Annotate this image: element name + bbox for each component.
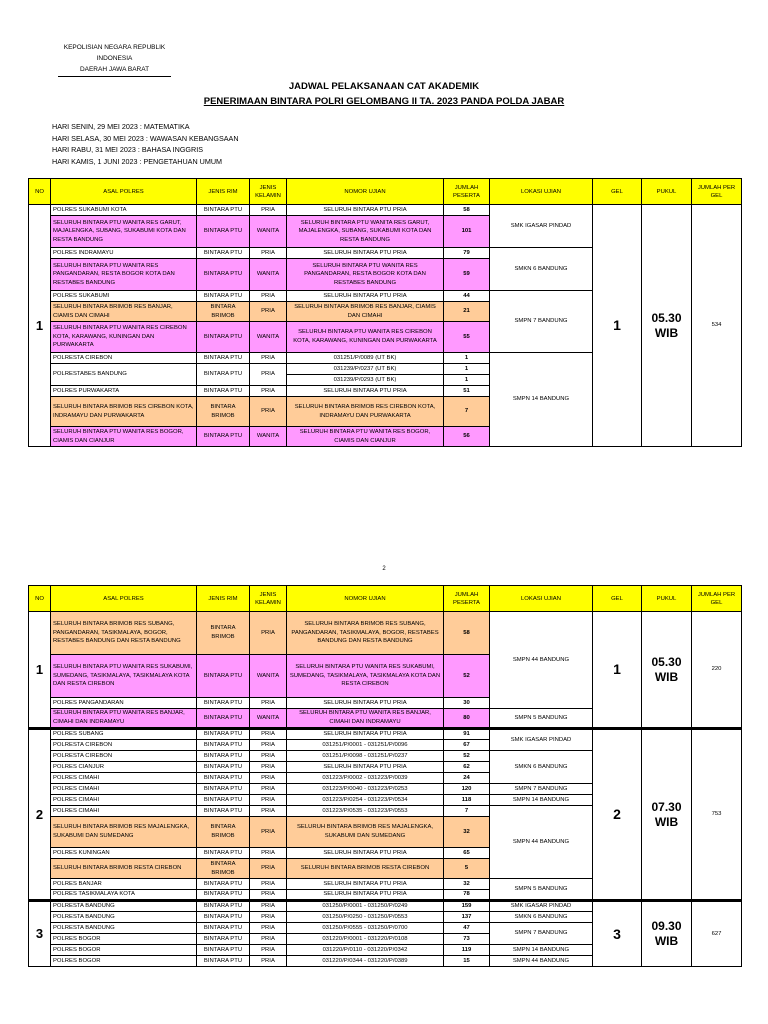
jumlah-peserta: 7 — [444, 806, 490, 817]
jumlah-peserta: 91 — [444, 729, 490, 740]
lokasi-ujian: SMPN 44 BANDUNG — [490, 956, 593, 967]
nomor-ujian: 031220/P/0001 - 031220/P/0108 — [287, 934, 444, 945]
jenis-rim: BINTARA PTU — [197, 386, 250, 397]
col-header: LOKASI UJIAN — [490, 586, 593, 612]
lokasi-ujian: SMPN 44 BANDUNG — [490, 612, 593, 709]
jumlah-peserta: 52 — [444, 655, 490, 698]
jumlah-peserta: 51 — [444, 386, 490, 397]
jenis-kelamin: PRIA — [250, 397, 287, 427]
asal-polres: POLRES PURWAKARTA — [51, 386, 197, 397]
jenis-rim: BINTARA PTU — [197, 698, 250, 709]
col-header: JUMLAH PESERTA — [444, 586, 490, 612]
asal-polres: SELURUH BINTARA PTU WANITA RES SUKABUMI, SUMEDANG, TASIKMALAYA, TASIKMALAYA KOTA DAN RESTA CIREBON — [51, 655, 197, 698]
asal-polres: SELURUH BINTARA PTU WANITA RES BANJAR, CIMAHI DAN INDRAMAYU — [51, 709, 197, 729]
jenis-rim: BINTARA BRIMOB — [197, 612, 250, 655]
col-header: PUKUL — [642, 179, 692, 205]
jenis-rim: BINTARA PTU — [197, 890, 250, 901]
jenis-rim: BINTARA PTU — [197, 291, 250, 302]
asal-polres: POLRES CIMAHI — [51, 806, 197, 817]
jumlah-peserta: 58 — [444, 205, 490, 216]
col-header: GEL — [593, 179, 642, 205]
nomor-ujian: SELURUH BINTARA PTU PRIA — [287, 386, 444, 397]
asal-polres: POLRESTA BANDUNG — [51, 912, 197, 923]
nomor-ujian: 031223/P/0002 - 031223/P/0039 — [287, 773, 444, 784]
col-header: LOKASI UJIAN — [490, 179, 593, 205]
jenis-rim: BINTARA PTU — [197, 322, 250, 353]
jumlah-peserta: 56 — [444, 427, 490, 447]
gel-number: 3 — [593, 901, 642, 967]
jenis-kelamin: PRIA — [250, 205, 287, 216]
asal-polres: POLRES SUKABUMI KOTA — [51, 205, 197, 216]
nomor-ujian: 031250/P/0001 - 031250/P/0249 — [287, 901, 444, 912]
lokasi-ujian: SMK IGASAR PINDAD — [490, 901, 593, 912]
jenis-kelamin: PRIA — [250, 784, 287, 795]
doc-title: JADWAL PELAKSANAAN CAT AKADEMIK — [288, 81, 480, 92]
asal-polres: POLRES CIMAHI — [51, 784, 197, 795]
asal-polres: SELURUH BINTARA BRIMOB RESTA CIREBON — [51, 859, 197, 879]
col-header: PUKUL — [642, 586, 692, 612]
schedule-day: HARI SENIN, 29 MEI 2023 : MATEMATIKA — [52, 122, 190, 131]
asal-polres: POLRES KUNINGAN — [51, 848, 197, 859]
table-row — [29, 901, 742, 912]
nomor-ujian: SELURUH BINTARA PTU PRIA — [287, 291, 444, 302]
jumlah-peserta: 5 — [444, 859, 490, 879]
jumlah-peserta: 55 — [444, 322, 490, 353]
nomor-ujian: SELURUH BINTARA PTU WANITA RES CIREBON KOTA, KARAWANG, KUNINGAN DAN PURWAKARTA — [287, 322, 444, 353]
session-number: 1 — [29, 612, 51, 729]
asal-polres: POLRES BOGOR — [51, 934, 197, 945]
jumlah-peserta: 24 — [444, 773, 490, 784]
jumlah-peserta: 47 — [444, 923, 490, 934]
nomor-ujian: SELURUH BINTARA PTU PRIA — [287, 879, 444, 890]
jenis-rim: BINTARA PTU — [197, 709, 250, 729]
nomor-ujian: 031223/P/0040 - 031223/P/0253 — [287, 784, 444, 795]
jenis-kelamin: PRIA — [250, 729, 287, 740]
asal-polres: SELURUH BINTARA PTU WANITA RES CIREBON KOTA, KARAWANG, KUNINGAN DAN PURWAKARTA — [51, 322, 197, 353]
col-header: JENIS KELAMIN — [250, 586, 287, 612]
asal-polres: SELURUH BINTARA BRIMOB RES MAJALENGKA, SUKABUMI DAN SUMEDANG — [51, 817, 197, 848]
jumlah-peserta: 58 — [444, 612, 490, 655]
jenis-kelamin: PRIA — [250, 817, 287, 848]
lokasi-ujian: SMKN 6 BANDUNG — [490, 912, 593, 923]
col-header: NO — [29, 179, 51, 205]
jenis-kelamin: PRIA — [250, 956, 287, 967]
exam-schedule — [52, 121, 239, 167]
lokasi-ujian: SMPN 14 BANDUNG — [490, 945, 593, 956]
pukul: 05.30 WIB — [642, 612, 692, 729]
jenis-rim: BINTARA PTU — [197, 934, 250, 945]
jenis-kelamin: WANITA — [250, 216, 287, 248]
col-header: JENIS RIM — [197, 586, 250, 612]
jenis-kelamin: PRIA — [250, 806, 287, 817]
jenis-rim: BINTARA PTU — [197, 259, 250, 291]
org-region: DAERAH JAWA BARAT — [58, 64, 171, 77]
asal-polres: POLRES BOGOR — [51, 945, 197, 956]
jenis-rim: BINTARA PTU — [197, 427, 250, 447]
jenis-rim: BINTARA PTU — [197, 364, 250, 386]
nomor-ujian: SELURUH BINTARA PTU WANITA RES SUKABUMI, SUMEDANG, TASIKMALAYA, TASIKMALAYA KOTA DAN RESTA CIREBON — [287, 655, 444, 698]
jumlah-peserta: 120 — [444, 784, 490, 795]
lokasi-ujian: SMKN 6 BANDUNG — [490, 751, 593, 784]
nomor-ujian: 031220/P/0344 - 031220/P/0389 — [287, 956, 444, 967]
col-header: NO — [29, 586, 51, 612]
asal-polres: POLRES CIMAHI — [51, 795, 197, 806]
jenis-kelamin: PRIA — [250, 740, 287, 751]
jumlah-peserta: 52 — [444, 751, 490, 762]
doc-subtitle: PENERIMAAN BINTARA POLRI GELOMBANG II TA. 2023 PANDA POLDA JABAR — [203, 96, 565, 107]
jenis-rim: BINTARA PTU — [197, 923, 250, 934]
jumlah-peserta: 59 — [444, 259, 490, 291]
jumlah-peserta: 73 — [444, 934, 490, 945]
nomor-ujian: SELURUH BINTARA BRIMOB RES BANJAR, CIAMIS DAN CIMAHI — [287, 302, 444, 322]
jumlah-peserta: 118 — [444, 795, 490, 806]
jenis-kelamin: PRIA — [250, 912, 287, 923]
jumlah-peserta: 119 — [444, 945, 490, 956]
jenis-kelamin: PRIA — [250, 795, 287, 806]
lokasi-ujian: SMK IGASAR PINDAD — [490, 205, 593, 248]
jenis-rim: BINTARA BRIMOB — [197, 859, 250, 879]
col-header: JENIS RIM — [197, 179, 250, 205]
jenis-rim: BINTARA PTU — [197, 740, 250, 751]
jumlah-peserta: 30 — [444, 698, 490, 709]
nomor-ujian: SELURUH BINTARA BRIMOB RES CIREBON KOTA, INDRAMAYU DAN PURWAKARTA — [287, 397, 444, 427]
jenis-kelamin: PRIA — [250, 353, 287, 364]
nomor-ujian: 031251/P/0098 - 031251/P/0237 — [287, 751, 444, 762]
jenis-kelamin: PRIA — [250, 364, 287, 386]
table-row — [29, 612, 742, 655]
asal-polres: POLRES PANGANDARAN — [51, 698, 197, 709]
pukul: 07.30 WIB — [642, 729, 692, 901]
lokasi-ujian: SMPN 7 BANDUNG — [490, 923, 593, 945]
asal-polres: POLRESTA CIREBON — [51, 740, 197, 751]
lokasi-ujian: SMPN 5 BANDUNG — [490, 879, 593, 901]
jumlah-peserta: 32 — [444, 817, 490, 848]
asal-polres: POLRES CIANJUR — [51, 762, 197, 773]
asal-polres: POLRESTA CIREBON — [51, 353, 197, 364]
jenis-rim: BINTARA BRIMOB — [197, 397, 250, 427]
jenis-rim: BINTARA PTU — [197, 248, 250, 259]
jenis-kelamin: WANITA — [250, 709, 287, 729]
jumlah-peserta: 1 — [444, 364, 490, 375]
jumlah-per-gel: 534 — [692, 205, 742, 447]
nomor-ujian: SELURUH BINTARA PTU PRIA — [287, 729, 444, 740]
jumlah-peserta: 62 — [444, 762, 490, 773]
asal-polres: POLRESTA BANDUNG — [51, 901, 197, 912]
col-header: GEL — [593, 586, 642, 612]
gel-number: 2 — [593, 729, 642, 901]
jenis-rim: BINTARA PTU — [197, 795, 250, 806]
table-header-row — [29, 586, 742, 612]
asal-polres: POLRES SUKABUMI — [51, 291, 197, 302]
asal-polres: SELURUH BINTARA PTU WANITA RES GARUT, MAJALENGKA, SUBANG, SUKABUMI KOTA DAN RESTA BANDUNG — [51, 216, 197, 248]
jenis-rim: BINTARA PTU — [197, 901, 250, 912]
jenis-kelamin: PRIA — [250, 612, 287, 655]
asal-polres: POLRESTA CIREBON — [51, 751, 197, 762]
col-header: ASAL POLRES — [51, 179, 197, 205]
jumlah-peserta: 159 — [444, 901, 490, 912]
gel-number: 1 — [593, 612, 642, 729]
col-header: JUMLAH PESERTA — [444, 179, 490, 205]
nomor-ujian: SELURUH BINTARA PTU PRIA — [287, 698, 444, 709]
schedule-day: HARI KAMIS, 1 JUNI 2023 : PENGETAHUAN UMUM — [52, 156, 223, 166]
page-number: 2 — [382, 566, 386, 572]
nomor-ujian: SELURUH BINTARA PTU PRIA — [287, 890, 444, 901]
jenis-kelamin: PRIA — [250, 751, 287, 762]
session-number: 3 — [29, 901, 51, 967]
jenis-kelamin: PRIA — [250, 773, 287, 784]
jenis-rim: BINTARA PTU — [197, 762, 250, 773]
schedule-day: HARI RABU, 31 MEI 2023 : BAHASA INGGRIS — [52, 145, 203, 155]
asal-polres: POLRES BANJAR — [51, 879, 197, 890]
table-row — [29, 205, 742, 216]
lokasi-ujian: SMPN 5 BANDUNG — [490, 709, 593, 729]
jenis-kelamin: PRIA — [250, 248, 287, 259]
jenis-rim: BINTARA PTU — [197, 784, 250, 795]
nomor-ujian: SELURUH BINTARA PTU WANITA RES GARUT, MAJALENGKA, SUBANG, SUKABUMI KOTA DAN RESTA BANDUNG — [287, 216, 444, 248]
org-name: KEPOLISIAN NEGARA REPUBLIK INDONESIA — [63, 44, 166, 62]
schedule-day: HARI SELASA, 30 MEI 2023 : WAWASAN KEBANGSAAN — [52, 133, 239, 143]
jumlah-peserta: 78 — [444, 890, 490, 901]
lokasi-ujian: SMPN 44 BANDUNG — [490, 806, 593, 879]
jenis-rim: BINTARA BRIMOB — [197, 302, 250, 322]
nomor-ujian: 031250/P/0555 - 031250/P/0700 — [287, 923, 444, 934]
col-header: JUMLAH PER GEL — [692, 586, 742, 612]
asal-polres: POLRESTA BANDUNG — [51, 923, 197, 934]
nomor-ujian: 031239/P/0293 (UT BK) — [287, 375, 444, 386]
jumlah-peserta: 79 — [444, 248, 490, 259]
lokasi-ujian: SMPN 7 BANDUNG — [490, 291, 593, 353]
org-header — [52, 42, 177, 77]
jumlah-peserta: 1 — [444, 375, 490, 386]
jumlah-peserta: 44 — [444, 291, 490, 302]
session-number: 1 — [29, 205, 51, 447]
asal-polres: POLRES INDRAMAYU — [51, 248, 197, 259]
schedule-table-1 — [28, 178, 742, 447]
nomor-ujian: SELURUH BINTARA PTU WANITA RES BOGOR, CIAMIS DAN CIANJUR — [287, 427, 444, 447]
asal-polres: POLRES SUBANG — [51, 729, 197, 740]
nomor-ujian: SELURUH BINTARA BRIMOB RES SUBANG, PANGANDARAN, TASIKMALAYA, BOGOR, RESTABES BANDUNG DAN RESTA BANDUNG — [287, 612, 444, 655]
col-header: JUMLAH PER GEL — [692, 179, 742, 205]
asal-polres: SELURUH BINTARA PTU WANITA RES PANGANDARAN, RESTA BOGOR KOTA DAN RESTABES BANDUNG — [51, 259, 197, 291]
col-header: NOMOR UJIAN — [287, 586, 444, 612]
jumlah-peserta: 101 — [444, 216, 490, 248]
nomor-ujian: SELURUH BINTARA BRIMOB RES MAJALENGKA, SUKABUMI DAN SUMEDANG — [287, 817, 444, 848]
table-header-row — [29, 179, 742, 205]
jumlah-peserta: 1 — [444, 353, 490, 364]
nomor-ujian: 031251/P/0001 - 031251/P/0096 — [287, 740, 444, 751]
jenis-rim: BINTARA PTU — [197, 655, 250, 698]
jenis-kelamin: PRIA — [250, 945, 287, 956]
jenis-kelamin: WANITA — [250, 655, 287, 698]
jenis-rim: BINTARA BRIMOB — [197, 817, 250, 848]
jumlah-peserta: 21 — [444, 302, 490, 322]
nomor-ujian: SELURUH BINTARA PTU PRIA — [287, 848, 444, 859]
jumlah-per-gel: 220 — [692, 612, 742, 729]
jenis-kelamin: PRIA — [250, 848, 287, 859]
asal-polres: POLRESTABES BANDUNG — [51, 364, 197, 386]
jenis-rim: BINTARA PTU — [197, 205, 250, 216]
nomor-ujian: SELURUH BINTARA PTU PRIA — [287, 248, 444, 259]
jenis-kelamin: PRIA — [250, 890, 287, 901]
jenis-kelamin: PRIA — [250, 302, 287, 322]
nomor-ujian: 031220/P/0110 - 031220/P/0342 — [287, 945, 444, 956]
jenis-kelamin: WANITA — [250, 259, 287, 291]
jenis-rim: BINTARA PTU — [197, 729, 250, 740]
nomor-ujian: 031223/P/0535 - 031223/P/0553 — [287, 806, 444, 817]
jumlah-peserta: 137 — [444, 912, 490, 923]
jenis-rim: BINTARA PTU — [197, 806, 250, 817]
jenis-rim: BINTARA PTU — [197, 848, 250, 859]
col-header: NOMOR UJIAN — [287, 179, 444, 205]
jenis-kelamin: PRIA — [250, 762, 287, 773]
nomor-ujian: SELURUH BINTARA PTU WANITA RES PANGANDARAN, RESTA BOGOR KOTA DAN RESTABES BANDUNG — [287, 259, 444, 291]
asal-polres: POLRES TASIKMALAYA KOTA — [51, 890, 197, 901]
jenis-rim: BINTARA PTU — [197, 945, 250, 956]
asal-polres: SELURUH BINTARA BRIMOB RES SUBANG, PANGANDARAN, TASIKMALAYA, BOGOR, RESTABES BANDUNG DAN RESTA BANDUNG — [51, 612, 197, 655]
jenis-kelamin: PRIA — [250, 386, 287, 397]
lokasi-ujian: SMPN 14 BANDUNG — [490, 795, 593, 806]
table-row — [29, 729, 742, 740]
session-number: 2 — [29, 729, 51, 901]
nomor-ujian: 031223/P/0254 - 031223/P/0534 — [287, 795, 444, 806]
jumlah-peserta: 32 — [444, 879, 490, 890]
asal-polres: SELURUH BINTARA PTU WANITA RES BOGOR, CIAMIS DAN CIANJUR — [51, 427, 197, 447]
jumlah-peserta: 65 — [444, 848, 490, 859]
jenis-rim: BINTARA PTU — [197, 956, 250, 967]
nomor-ujian: SELURUH BINTARA PTU WANITA RES BANJAR, CIMAHI DAN INDRAMAYU — [287, 709, 444, 729]
jumlah-peserta: 80 — [444, 709, 490, 729]
jenis-rim: BINTARA PTU — [197, 912, 250, 923]
jenis-kelamin: WANITA — [250, 427, 287, 447]
jenis-rim: BINTARA PTU — [197, 751, 250, 762]
pukul: 05.30 WIB — [642, 205, 692, 447]
nomor-ujian: SELURUH BINTARA PTU PRIA — [287, 762, 444, 773]
lokasi-ujian: SMPN 14 BANDUNG — [490, 353, 593, 447]
jumlah-peserta: 67 — [444, 740, 490, 751]
col-header: JENIS KELAMIN — [250, 179, 287, 205]
gel-number: 1 — [593, 205, 642, 447]
jenis-kelamin: PRIA — [250, 901, 287, 912]
asal-polres: POLRES CIMAHI — [51, 773, 197, 784]
col-header: ASAL POLRES — [51, 586, 197, 612]
jenis-kelamin: PRIA — [250, 291, 287, 302]
jenis-kelamin: PRIA — [250, 698, 287, 709]
jenis-kelamin: PRIA — [250, 859, 287, 879]
lokasi-ujian: SMK IGASAR PINDAD — [490, 729, 593, 751]
jenis-rim: BINTARA PTU — [197, 353, 250, 364]
nomor-ujian: 031251/P/0089 (UT BK) — [287, 353, 444, 364]
jenis-rim: BINTARA PTU — [197, 216, 250, 248]
jenis-rim: BINTARA PTU — [197, 773, 250, 784]
jenis-kelamin: WANITA — [250, 322, 287, 353]
jumlah-peserta: 7 — [444, 397, 490, 427]
jenis-rim: BINTARA PTU — [197, 879, 250, 890]
asal-polres: SELURUH BINTARA BRIMOB RES CIREBON KOTA, INDRAMAYU DAN PURWAKARTA — [51, 397, 197, 427]
schedule-table-2 — [28, 585, 742, 967]
lokasi-ujian: SMKN 6 BANDUNG — [490, 248, 593, 291]
jenis-kelamin: PRIA — [250, 923, 287, 934]
jenis-kelamin: PRIA — [250, 879, 287, 890]
nomor-ujian: 031239/P/0237 (UT BK) — [287, 364, 444, 375]
nomor-ujian: 031250/P/0250 - 031250/P/0553 — [287, 912, 444, 923]
pukul: 09.30 WIB — [642, 901, 692, 967]
nomor-ujian: SELURUH BINTARA BRIMOB RESTA CIREBON — [287, 859, 444, 879]
asal-polres: POLRES BOGOR — [51, 956, 197, 967]
jumlah-peserta: 15 — [444, 956, 490, 967]
jumlah-per-gel: 753 — [692, 729, 742, 901]
asal-polres: SELURUH BINTARA BRIMOB RES BANJAR, CIAMIS DAN CIMAHI — [51, 302, 197, 322]
jumlah-per-gel: 627 — [692, 901, 742, 967]
lokasi-ujian: SMPN 7 BANDUNG — [490, 784, 593, 795]
nomor-ujian: SELURUH BINTARA PTU PRIA — [287, 205, 444, 216]
jenis-kelamin: PRIA — [250, 934, 287, 945]
